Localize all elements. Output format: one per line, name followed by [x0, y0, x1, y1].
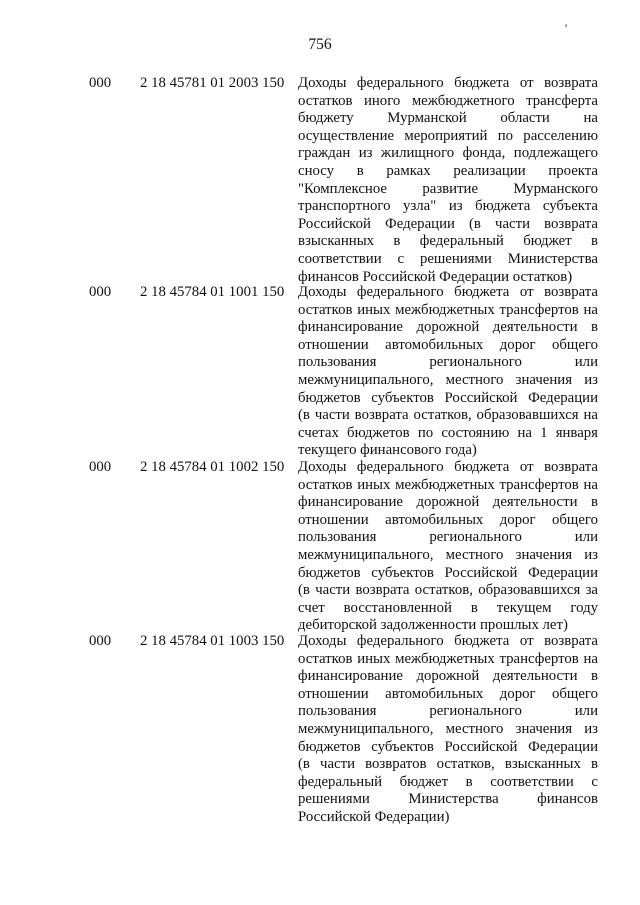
admin-code: 000: [89, 633, 112, 649]
description-line: пользования регионального или: [298, 354, 598, 371]
description-line: (в части возврата остатков, образовавшихся за: [298, 582, 598, 599]
description-line: дебиторской задолженности прошлых лет): [298, 617, 568, 634]
description-line: транспортного узла" из бюджета субъекта: [298, 198, 598, 215]
description-line: счетах бюджетов по состоянию на 1 января: [298, 424, 598, 441]
description-line: остатков иных межбюджетных трансфертов на: [298, 476, 598, 493]
description-line: пользования регионального или: [298, 529, 598, 546]
budget-classification-code: 2 18 45784 01 1002 150: [140, 459, 285, 475]
table-row: [0, 459, 640, 633]
description-line: федеральный бюджет в соответствии с: [298, 773, 598, 790]
description-line: бюджетов субъектов Российской Федерации: [298, 738, 598, 755]
description-line: бюджету Мурманской области на: [298, 110, 598, 127]
admin-code: 000: [89, 459, 112, 475]
description-line: текущего финансового года): [298, 442, 477, 459]
description-line: остатков иных межбюджетных трансфертов на: [298, 301, 598, 318]
description-line: Доходы федерального бюджета от возврата: [298, 633, 598, 649]
budget-classification-code: 2 18 45784 01 1001 150: [140, 284, 285, 300]
admin-code: 000: [89, 75, 112, 91]
description-line: соответствии с решениями Министерства: [298, 250, 598, 267]
budget-classification-code: 2 18 45784 01 1003 150: [140, 633, 285, 649]
description-line: межмуниципального, местного значения из: [298, 546, 598, 563]
description-line: финансирование дорожной деятельности в: [298, 319, 598, 336]
description-line: Доходы федерального бюджета от возврата: [298, 459, 598, 475]
description-line: "Комплексное развитие Мурманского: [298, 180, 598, 197]
admin-code: 000: [89, 284, 112, 300]
description-line: (в части возврата остатков, образовавшихся на: [298, 407, 598, 424]
description-line: решениями Министерства финансов: [298, 791, 598, 808]
description-line: Российской Федерации (в части возврата: [298, 215, 598, 232]
description-line: отношении автомобильных дорог общего: [298, 685, 598, 702]
budget-classification-code: 2 18 45781 01 2003 150: [140, 75, 285, 91]
income-description: [298, 284, 598, 460]
description-line: пользования регионального или: [298, 703, 598, 720]
description-line: остатков иного межбюджетного трансферта: [298, 92, 598, 109]
description-line: счет восстановленной в текущем году: [298, 599, 598, 616]
description-line: финансирование дорожной деятельности в: [298, 494, 598, 511]
table-row: [0, 284, 640, 459]
description-line: остатков иных межбюджетных трансфертов на: [298, 650, 598, 667]
description-line: сносу в рамках реализации проекта: [298, 162, 598, 179]
description-line: бюджетов субъектов Российской Федерации: [298, 389, 598, 406]
description-line: отношении автомобильных дорог общего: [298, 336, 598, 353]
income-description: [298, 459, 598, 635]
description-line: Российской Федерации): [298, 808, 450, 825]
description-line: финансирование дорожной деятельности в: [298, 668, 598, 685]
description-line: отношении автомобильных дорог общего: [298, 511, 598, 528]
description-line: граждан из жилищного фонда, подлежащего: [298, 145, 598, 162]
description-line: бюджетов субъектов Российской Федерации: [298, 564, 598, 581]
description-line: взысканных в федеральный бюджет в: [298, 233, 598, 250]
income-description: [298, 633, 598, 827]
table-row: [0, 75, 640, 284]
description-line: осуществление мероприятий по расселению: [298, 127, 598, 144]
corner-mark: ': [565, 21, 568, 35]
description-line: Доходы федерального бюджета от возврата: [298, 75, 598, 91]
page-number: 756: [308, 36, 332, 53]
description-line: (в части возвратов остатков, взысканных в: [298, 756, 598, 773]
table-row: [0, 633, 640, 833]
description-line: межмуниципального, местного значения из: [298, 371, 598, 388]
description-line: межмуниципального, местного значения из: [298, 720, 598, 737]
budget-code-table: [0, 75, 640, 833]
description-line: Доходы федерального бюджета от возврата: [298, 284, 598, 300]
description-line: финансов Российской Федерации остатков): [298, 268, 573, 285]
income-description: [298, 75, 598, 286]
